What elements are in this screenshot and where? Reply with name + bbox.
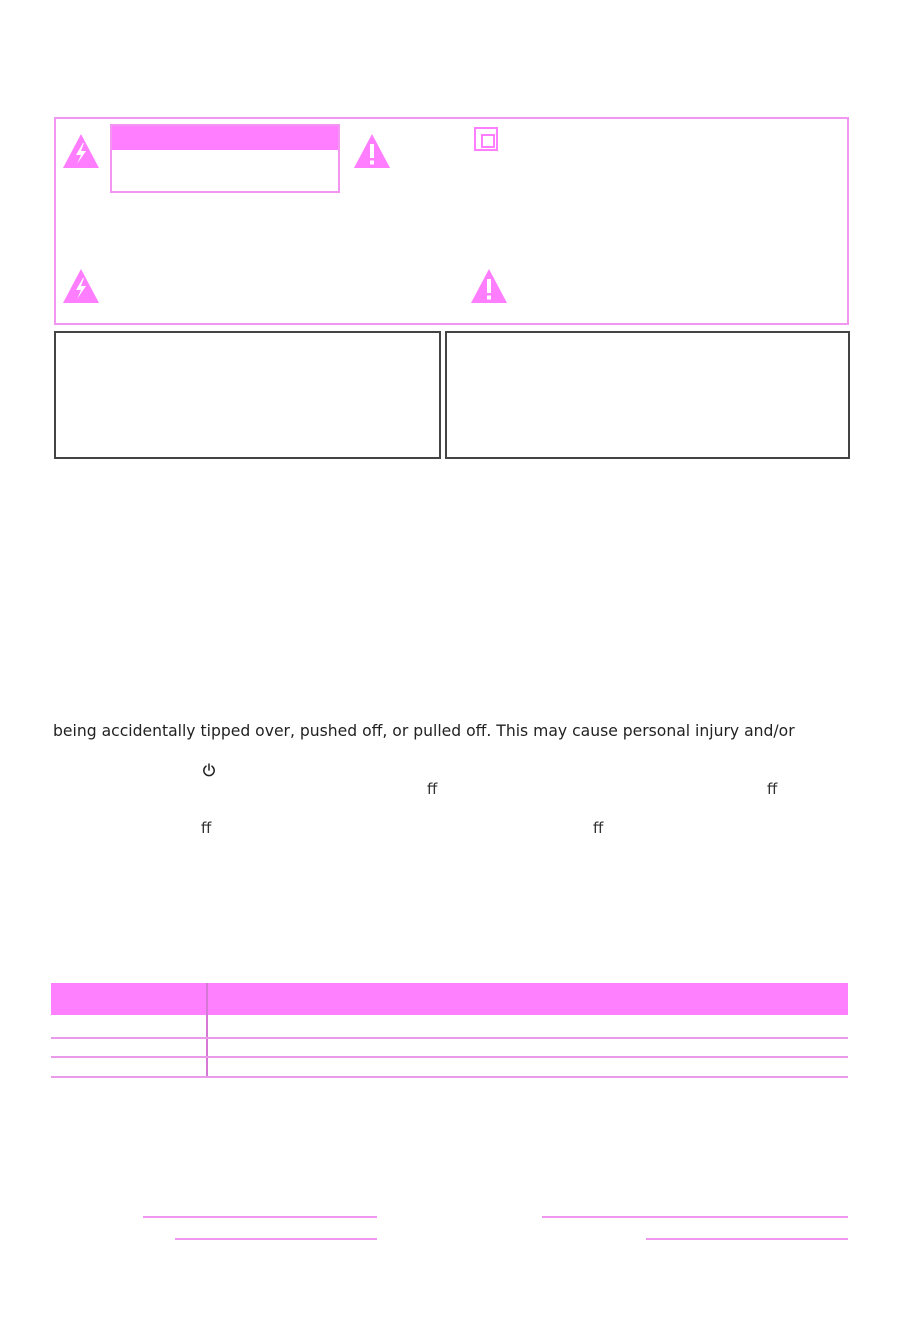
ligature-glyph: ff (767, 780, 778, 798)
ligature-glyph: ff (427, 780, 438, 798)
fill-in-line (542, 1216, 848, 1218)
fill-in-line (143, 1216, 377, 1218)
spec-table-header (51, 983, 848, 1015)
spec-table-row-rule (51, 1056, 848, 1058)
body-text-line: being accidentally tipped over, pushed off, or pulled off. This may cause personal injury and/or (53, 722, 795, 740)
spec-table-row-rule (51, 1076, 848, 1078)
ligature-glyph: ff (593, 819, 604, 837)
spec-table-column-divider (206, 983, 208, 1077)
ligature-glyph: ff (201, 819, 212, 837)
lightning-triangle-icon (62, 133, 100, 169)
caution-label-box (110, 124, 340, 193)
spec-table-row-rule (51, 1037, 848, 1039)
exclamation-triangle-icon (353, 133, 391, 169)
caution-label-header (112, 126, 338, 150)
double-square-icon (474, 127, 498, 151)
notice-box-right (445, 331, 850, 459)
power-icon (201, 762, 217, 778)
exclamation-triangle-icon (470, 268, 508, 304)
fill-in-line (646, 1238, 848, 1240)
lightning-triangle-icon (62, 268, 100, 304)
fill-in-line (175, 1238, 377, 1240)
notice-box-left (54, 331, 441, 459)
